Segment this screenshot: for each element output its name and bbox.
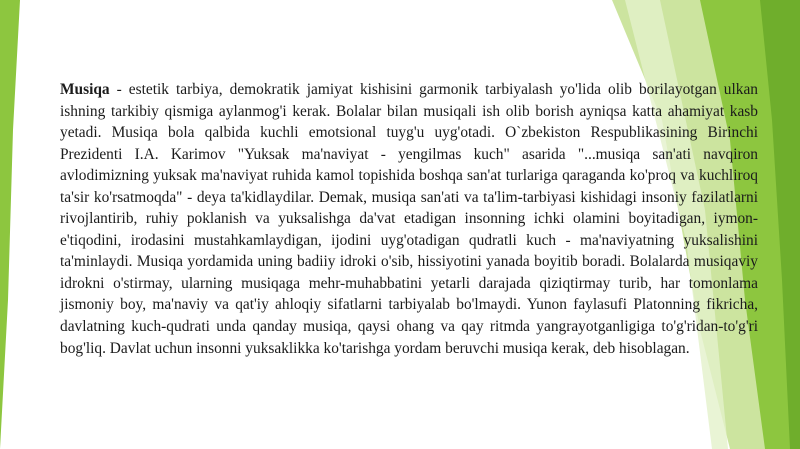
slide-body-paragraph (60, 79, 758, 359)
lead-word: Musiqa (60, 81, 110, 98)
left-green-sliver (0, 0, 20, 449)
body-text: - estetik tarbiya, demokratik jamiyat kishisini garmonik tarbiyalash yo'lida olib borilayotgan ulkan ishning tarkibiy qismiga aylanmog'i kerak. Bolalar bilan musiqali ish olib borish ayniqsa katta ahamiyat kasb yetadi. Musiqa bola qalbida kuchli emotsional tuyg'u uyg'otadi. O`zbekiston Respublikasining Birinchi Prezidenti I.A. Karimov "Yuksak ma'naviyat - yengilmas kuch" asarida "...musiqa san'ati navqiron avlodimizning yuksak ma'naviyat ruhida kamol topishida boshqa san'at turlariga qaraganda ko'proq va kuchliroq ta'sir ko'rsatmoqda" - deya ta'kidlaydilar. Demak, musiqa san'ati va ta'lim-tarbiyasi kishidagi insoniy fazilatlarni rivojlantirib, ruhiy poklanish va yuksalishga da'vat etadigan insonning ichki olamini boyitadigan, iymon-e'tiqodini, irodasini mustahkamlaydigan, ijodini uyg'otadigan qudratli kuch - ma'naviyatning yuksalishini ta'minlaydi. Musiqa yordamida uning badiiy idroki o'sib, hissiyotini yanada boyitib boradi. Bolalarda musiqaviy idrokni o'stirmay, ularning musiqaga mehr-muhabbatini yetarli darajada qiziqtirmay turib, har tomonlama jismoniy boy, ma'naviy va qat'iy ahloqiy sifatlarni tarbiyalab bo'lmaydi. Yunon faylasufi Platonning fikricha, davlatning kuch-qudrati unda qanday musiqa, qaysi ohang va qay ritmda yangrayotganligiga to'g'ridan-to'g'ri bog'liq. Davlat uchun insonni yuksaklikka ko'tarishga yordam beruvchi musiqa kerak, deb hisoblagan. (60, 81, 758, 357)
